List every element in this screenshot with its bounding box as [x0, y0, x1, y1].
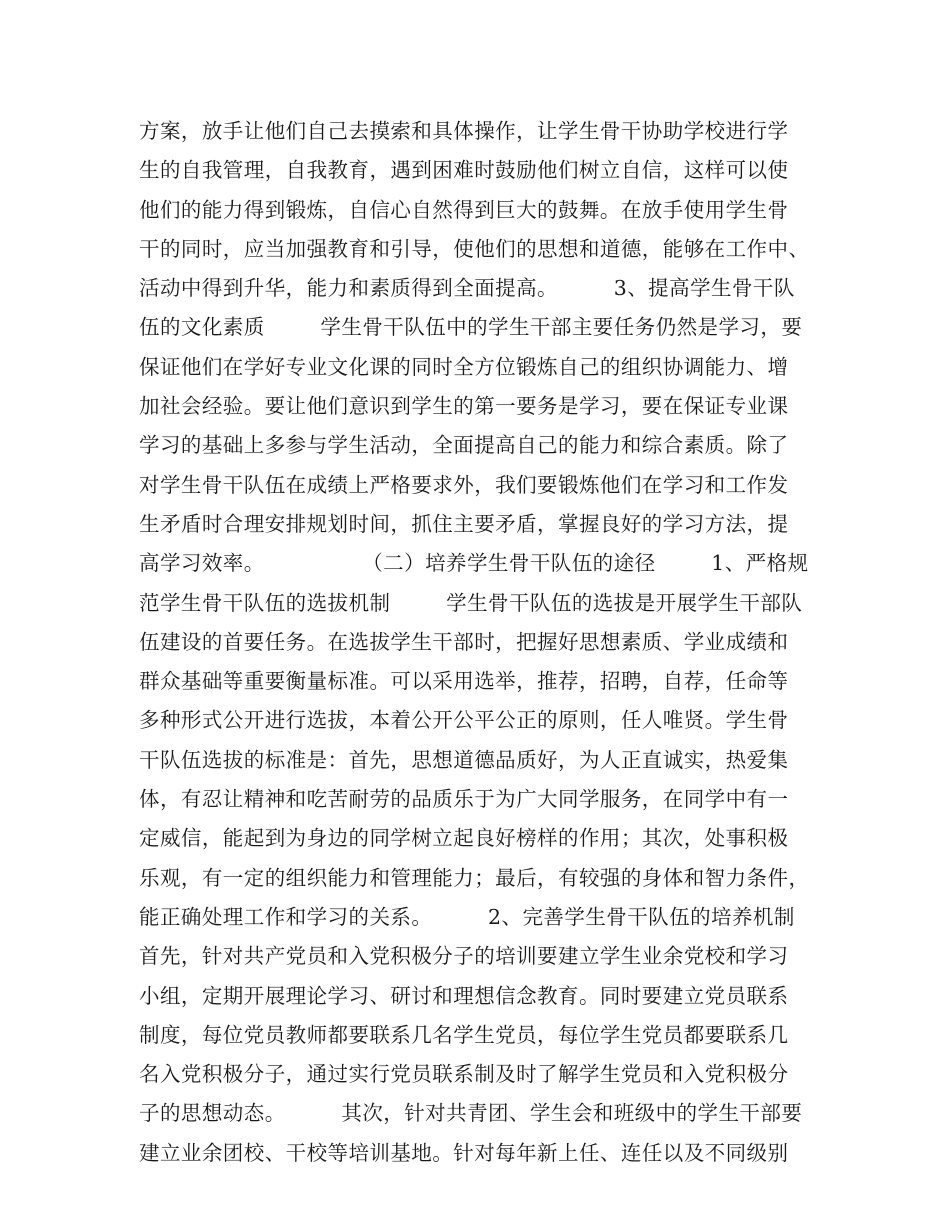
text-line-8: 加社会经验。要让他们意识到学生的第一要务是学习，要在保证专业课	[139, 394, 789, 419]
text-line-27: 建立业余团校、干校等培训基地。针对每年新上任、连任以及不同级别	[139, 1140, 789, 1165]
text-line-3: 他们的能力得到锻炼，自信心自然得到巨大的鼓舞。在放手使用学生骨	[139, 197, 789, 222]
text-line-2: 生的自我管理，自我教育，遇到困难时鼓励他们树立自信，这样可以使	[139, 158, 789, 183]
text-line-16: 多种形式公开进行选拔，本着公开公平公正的原则，任人唯贤。学生骨	[139, 708, 789, 733]
text-line-20: 乐观，有一定的组织能力和管理能力；最后，有较强的身体和智力条件，	[139, 865, 810, 890]
text-line-7: 保证他们在学好专业文化课的同时全方位锻炼自己的组织协调能力、增	[139, 354, 789, 379]
text-line-25: 名入党积极分子，通过实行党员联系制及时了解学生党员和入党积极分	[139, 1062, 789, 1087]
text-line-5: 活动中得到升华，能力和素质得到全面提高。 3、提高学生骨干队	[139, 276, 795, 301]
text-line-15: 群众基础等重要衡量标准。可以采用选举，推荐，招聘，自荐，任命等	[139, 669, 789, 694]
text-line-21: 能正确处理工作和学习的关系。 2、完善学生骨干队伍的培养机制	[139, 904, 795, 929]
body-text	[139, 112, 829, 1173]
text-line-14: 伍建设的首要任务。在选拔学生干部时，把握好思想素质、学业成绩和	[139, 629, 789, 654]
text-line-18: 体，有忍让精神和吃苦耐劳的品质乐于为广大同学服务，在同学中有一	[139, 787, 789, 812]
text-line-6: 伍的文化素质 学生骨干队伍中的学生干部主要任务仍然是学习，要	[139, 315, 803, 340]
text-line-23: 小组，定期开展理论学习、研讨和理想信念教育。同时要建立党员联系	[139, 983, 789, 1008]
text-line-11: 生矛盾时合理安排规划时间，抓住主要矛盾，掌握良好的学习方法，提	[139, 511, 789, 536]
text-line-19: 定威信，能起到为身边的同学树立起良好榜样的作用；其次，处事积极	[139, 826, 789, 851]
text-line-10: 对学生骨干队伍在成绩上严格要求外，我们要锻炼他们在学习和工作发	[139, 472, 789, 497]
text-line-12: 高学习效率。 （二）培养学生骨干队伍的途径 1、严格规	[139, 551, 809, 576]
text-line-1: 方案，放手让他们自己去摸索和具体操作，让学生骨干协助学校进行学	[139, 119, 789, 143]
text-line-24: 制度，每位党员教师都要联系几名学生党员，每位学生党员都要联系几	[139, 1022, 789, 1047]
text-line-9: 学习的基础上多参与学生活动，全面提高自己的能力和综合素质。除了	[139, 433, 789, 458]
text-line-13: 范学生骨干队伍的选拔机制 学生骨干队伍的选拔是开展学生干部队	[139, 590, 803, 615]
text-line-22: 首先，针对共产党员和入党积极分子的培训要建立学生业余党校和学习	[139, 944, 789, 969]
text-line-17: 干队伍选拔的标准是：首先，思想道德品质好，为人正直诚实，热爱集	[139, 747, 789, 772]
text-line-4: 干的同时，应当加强教育和引导，使他们的思想和道德，能够在工作中、	[139, 236, 810, 261]
text-line-26: 子的思想动态。 其次，针对共青团、学生会和班级中的学生干部要	[139, 1101, 803, 1126]
